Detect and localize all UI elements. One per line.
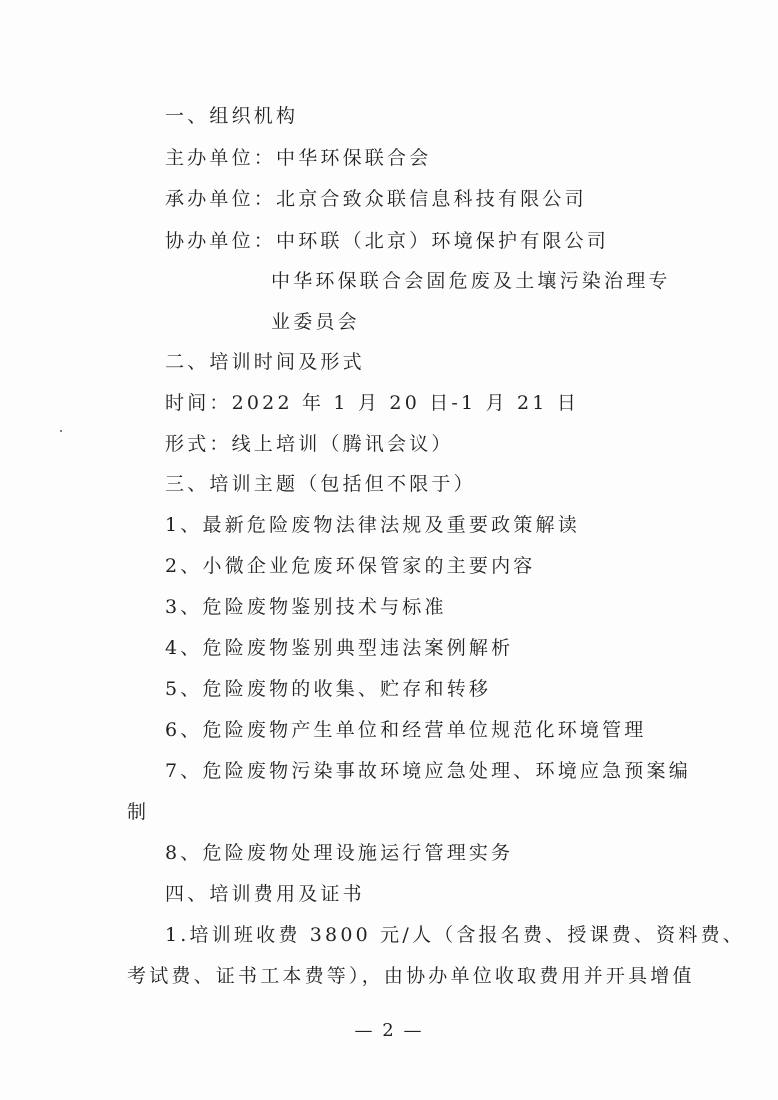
co-organizer-line-2: 中华环保联合会固危废及土壤污染治理专	[271, 270, 671, 292]
host-unit-line: 主办单位：中华环保联合会	[165, 147, 432, 169]
topic-item-2: 2、小微企业危废环保管家的主要内容	[165, 555, 536, 577]
organizer-unit-line: 承办单位：北京合致众联信息科技有限公司	[165, 188, 587, 210]
format-line: 形式：线上培训（腾讯会议）	[165, 433, 454, 455]
heading-organization: 一、组织机构	[165, 105, 299, 127]
time-line: 时间：2022 年 1 月 20 日-1 月 21 日	[165, 392, 580, 414]
co-organizer-line: 协办单位：中环联（北京）环境保护有限公司	[165, 230, 610, 252]
topic-item-6: 6、危险废物产生单位和经营单位规范化环境管理	[165, 719, 647, 741]
topic-item-8: 8、危险废物处理设施运行管理实务	[165, 842, 514, 864]
page-number: — 2 —	[354, 1020, 424, 1041]
heading-time-format: 二、培训时间及形式	[165, 351, 365, 373]
topic-item-1: 1、最新危险废物法律法规及重要政策解读	[165, 514, 580, 536]
scan-speck	[60, 430, 62, 432]
topic-item-7-continued: 制	[127, 801, 150, 823]
fee-line-1: 1.培训班收费 3800 元/人（含报名费、授课费、资料费、	[165, 924, 745, 946]
topic-item-7: 7、危险废物污染事故环境应急处理、环境应急预案编	[165, 760, 691, 782]
topic-item-5: 5、危险废物的收集、贮存和转移	[165, 678, 492, 700]
topic-item-3: 3、危险废物鉴别技术与标准	[165, 596, 447, 618]
heading-topics: 三、培训主题（包括但不限于）	[165, 473, 476, 495]
heading-fees-certificate: 四、培训费用及证书	[165, 883, 365, 905]
fee-line-2: 考试费、证书工本费等），由协办单位收取费用并开具增值	[127, 965, 695, 987]
topic-item-4: 4、危险废物鉴别典型违法案例解析	[165, 637, 514, 659]
co-organizer-line-3: 业委员会	[271, 311, 360, 333]
